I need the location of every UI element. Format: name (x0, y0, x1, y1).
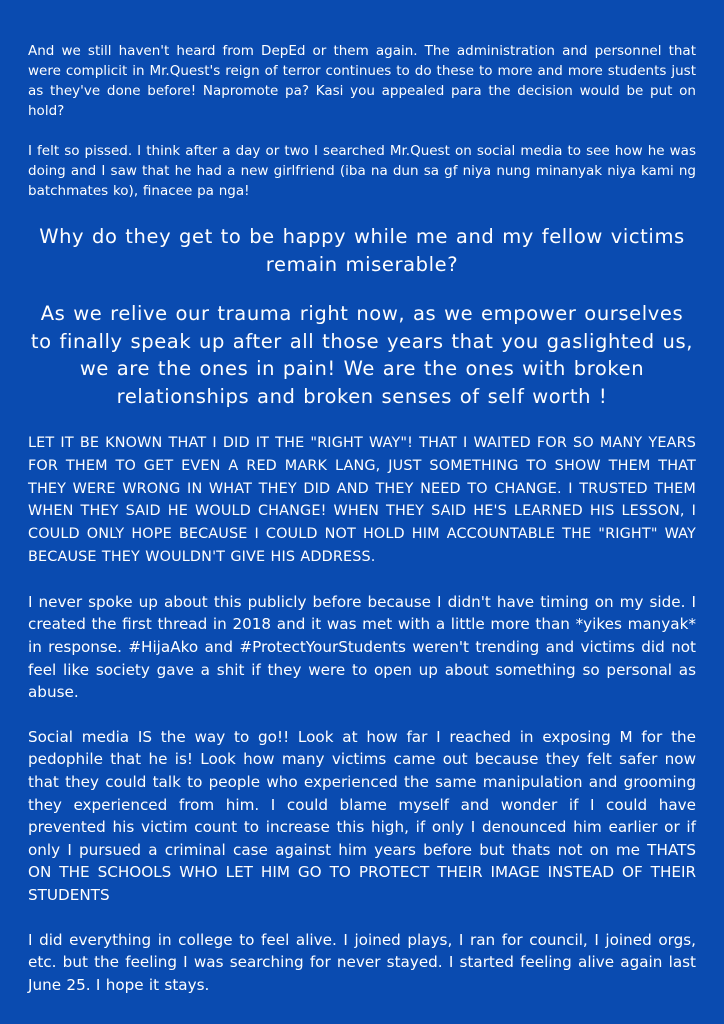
paragraph-never-spoke-up: I never spoke up about this publicly before because I didn't have timing on my side. I created the first thread in 2018 and it was met with a little more than *yikes manyak* in response. #HijaAko and #ProtectYourStudents weren't trending and victims did not feel like society gave a shit if they were to open up about something so personal as abuse. (28, 592, 696, 702)
paragraph-right-way: LET IT BE KNOWN THAT I DID IT THE "RIGHT WAY"! THAT I WAITED FOR SO MANY YEARS FOR THEM TO GET EVEN A RED MARK LANG, JUST SOMETHING TO SHOW THEM THAT THEY WERE WRONG IN WHAT THEY DID AND THEY NEED TO CHANGE. I TRUSTED THEM WHEN THEY SAID HE WOULD CHANGE! WHEN THEY SAID HE'S LEARNED HIS LESSON, I COULD ONLY HOPE BECAUSE I COULD NOT HOLD HIM ACCOUNTABLE THE "RIGHT" WAY BECAUSE THEY WOULDN'T GIVE HIS ADDRESS. (28, 435, 696, 565)
paragraph-college: I did everything in college to feel alive. I joined plays, I ran for council, I joined orgs, etc. but the feeling I was searching for never stayed. I started feeling alive again last June 25. I hope it stays. (28, 930, 696, 994)
paragraph-social-media-search: I felt so pissed. I think after a day or two I searched Mr.Quest on social media to see how he was doing and I saw that he had a new girlfriend (iba na dun sa gf niya nung minanyak niya kami ng batchmates ko), finacee pa nga! (28, 143, 696, 199)
heading-relive-trauma: As we relive our trauma right now, as we empower ourselves to finally speak up after all those years that you gaslighted us, we are the ones in pain! We are the ones with broken relationships and broken senses of self worth ! (30, 302, 694, 408)
heading-why-happy: Why do they get to be happy while me and my fellow victims remain miserable? (39, 225, 685, 276)
paragraph-social-media: Social media IS the way to go!! Look at how far I reached in exposing M for the pedophile that he is! Look how many victims came out because they felt safer now that they could talk to people who experienced the same manipulation and grooming they experienced from him. I could blame myself and wonder if I could have prevented his victim count to increase this high, if only I denounced him earlier or if only I pursued a criminal case against him years before but thats not on me THATS ON THE SCHOOLS WHO LET HIM GO TO PROTECT THEIR IMAGE INSTEAD OF THEIR STUDENTS (28, 727, 696, 904)
paragraph-deped: And we still haven't heard from DepEd or them again. The administration and personnel that were complicit in Mr.Quest's reign of terror continues to do these to more and more students just as they've done before! Napromote pa? Kasi you appealed para the decision would be put on hold? (28, 43, 696, 119)
